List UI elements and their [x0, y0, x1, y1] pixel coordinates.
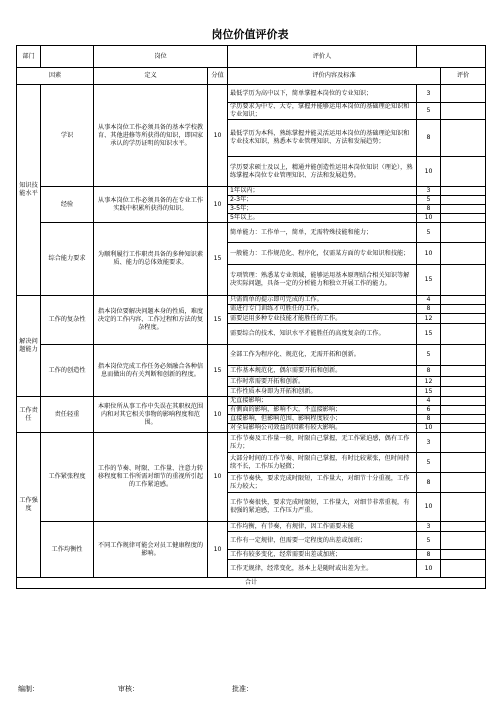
rating-input[interactable] — [441, 453, 486, 473]
level-score: 5 — [417, 103, 441, 120]
level-score: 10 — [417, 243, 441, 265]
standard-item: 工作有一定规律，但需要一定程度的出差或加班； — [228, 532, 417, 550]
level-score: 5 — [417, 532, 441, 550]
rating-input[interactable] — [441, 205, 486, 214]
definition-complexity: 指本岗位要解决问题本身的性质，难度决定的工作内容、工作过程和方法的复杂程度。 — [94, 296, 208, 345]
score-education: 10 — [208, 85, 228, 187]
level-score: 3 — [417, 85, 441, 103]
standard-item: 简单能力：工作单一，简单，无需特殊技能和能力； — [228, 223, 417, 243]
level-score: 5 — [417, 196, 441, 205]
standard-item: 工作性质本身即为开拓和创新。 — [228, 387, 417, 397]
score-complexity: 15 — [208, 296, 228, 345]
standard-item: 只需简单的提示即可完成的工作。 — [228, 296, 417, 305]
level-score: 12 — [417, 314, 441, 324]
level-score: 10 — [417, 560, 441, 578]
rating-input[interactable] — [441, 324, 486, 345]
standard-item: 全部工作为程序化、规范化，无需开拓和创新。 — [228, 345, 417, 366]
factor-complexity: 工作的复杂性 — [41, 296, 94, 345]
level-score: 10 — [417, 157, 441, 187]
level-score: 5 — [417, 223, 441, 243]
total-label: 合计 — [17, 578, 486, 589]
col-rating: 评价 — [441, 68, 486, 85]
rating-input[interactable] — [441, 560, 486, 578]
standard-item: 一般能力：工作规范化、程序化，仅需某方面的专业知识和技能； — [228, 243, 417, 265]
score-experience: 10 — [208, 187, 228, 223]
col-definition: 定义 — [94, 68, 208, 85]
standard-item: 大部分时间的工作节奏、时限自己掌握，有时比较紧张，但时间持续不长，工作压力轻微； — [228, 453, 417, 473]
rating-input[interactable] — [441, 532, 486, 550]
rating-input[interactable] — [441, 433, 486, 453]
standard-item: 对全局影响公司效益的因素有较大影响。 — [228, 424, 417, 433]
standard-item: 专项管理：熟悉某专业领域，能够运用基本原理结合相关知识等解决实际问题，具备一定的分析能力和独立开展工作的能力。 — [228, 265, 417, 296]
level-score: 12 — [417, 377, 441, 387]
group-knowledge: 知识技能水平 — [17, 85, 41, 296]
rating-input[interactable] — [441, 223, 486, 243]
score-creativity: 15 — [208, 345, 228, 397]
standard-item: 有侧面的影响，影响不大，不直接影响； — [228, 406, 417, 415]
standard-item: 工作节奏及工作量一般，时限自己掌握，无工作紧迫感，偶有工作压力； — [228, 433, 417, 453]
factor-duty: 责任轻重 — [41, 397, 94, 433]
level-score: 5 — [417, 345, 441, 366]
standard-item: 学历要求为中专、大专，掌握并能够运用本岗位的基础理论知识和专业知识； — [228, 103, 417, 120]
standard-item: 学历要求硕士及以上，精通并能创造性运用本岗位知识（理论），熟练掌握本岗位专业管理知识、方法和发展趋势。 — [228, 157, 417, 187]
factor-ability: 综合能力要求 — [41, 223, 94, 296]
rating-input[interactable] — [441, 296, 486, 305]
footer-reviewer: 审核： — [118, 685, 139, 693]
standard-item: 工作有较多变化，经常需要出差或加班； — [228, 550, 417, 560]
level-score: 8 — [417, 550, 441, 560]
rating-input[interactable] — [441, 314, 486, 324]
standard-item: 最低学历为本科，熟练掌握并能灵活运用本岗位的基础理论知识和专业技术知识，熟悉本专业管理知识、方法和发展趋势； — [228, 120, 417, 157]
level-score: 8 — [417, 120, 441, 157]
group-intensity: 工作强度 — [17, 433, 41, 578]
level-score: 8 — [417, 366, 441, 377]
standard-item: 需要综合的技术、知识水平才能胜任的高度复杂的工作。 — [228, 324, 417, 345]
rating-input[interactable] — [441, 120, 486, 157]
group-problem: 解决问题能力 — [17, 296, 41, 397]
rating-input[interactable] — [441, 305, 486, 314]
level-score: 15 — [417, 265, 441, 296]
standard-item: 最低学历为高中以下，简单掌握本岗位的专业知识； — [228, 85, 417, 103]
group-responsibility: 工作责任 — [17, 397, 41, 433]
page-title: 岗位价值评价表 — [211, 28, 289, 41]
definition-experience: 从事本岗位工作必须具备的在专业工作实践中积累所获得的知识。 — [94, 187, 208, 223]
definition-creativity: 指本岗位完成工作任务必须融合各种信息而做出的有关判断和创新的程度。 — [94, 345, 208, 397]
rating-input[interactable] — [441, 196, 486, 205]
rating-input[interactable] — [441, 85, 486, 103]
rating-input[interactable] — [441, 424, 486, 433]
footer-approver: 批准： — [232, 685, 253, 693]
footer-compiler: 编制： — [18, 685, 39, 693]
score-balance: 10 — [208, 522, 228, 578]
col-score: 分值 — [208, 68, 228, 85]
standard-item: 工作均衡，有节奏，有规律，因工作需要未能 — [228, 522, 417, 532]
standard-item: 5年以上。 — [228, 214, 417, 223]
rating-input[interactable] — [441, 493, 486, 522]
level-score: 10 — [417, 214, 441, 223]
evaluator-input[interactable] — [417, 46, 486, 68]
standard-item: 工作节奏很快，要求完成时限短，工作量大，对细节非常重视，有很强的紧迫感，工作压力严重。 — [228, 493, 417, 522]
factor-education: 学识 — [41, 85, 94, 187]
definition-duty: 本职位所从事工作中失误在其职权范围内和对其它相关事物的影响程度和范围。 — [94, 397, 208, 433]
level-score: 8 — [417, 473, 441, 493]
col-standard: 评价内容及标准 — [228, 68, 441, 85]
dept-input[interactable] — [41, 46, 94, 68]
level-score: 8 — [417, 305, 441, 314]
rating-input[interactable] — [441, 522, 486, 532]
level-score: 4 — [417, 296, 441, 305]
standard-item: 无直接影响； — [228, 397, 417, 406]
rating-input[interactable] — [441, 214, 486, 223]
standard-item: 直接影响，但影响范围、影响程度较小； — [228, 415, 417, 424]
rating-input[interactable] — [441, 187, 486, 196]
standard-item: 工作基本规范化，偶尔需要开拓和创新。 — [228, 366, 417, 377]
standard-item: 工作无规律，经常变化，基本上是随时或出差为主。 — [228, 560, 417, 578]
definition-ability: 为顺利履行工作职责具备的多种知识素质、能力的总体效能要求。 — [94, 223, 208, 296]
definition-balance: 不同工作规律可能会对员工健康程度的影响。 — [94, 522, 208, 578]
level-score: 6 — [417, 406, 441, 415]
level-score: 10 — [417, 493, 441, 522]
post-label: 岗位 — [94, 46, 228, 68]
standard-item: 1年以内； — [228, 187, 417, 196]
rating-input[interactable] — [441, 265, 486, 296]
level-score: 15 — [417, 324, 441, 345]
rating-input[interactable] — [441, 473, 486, 493]
standard-item: 3-5年； — [228, 205, 417, 214]
standard-item: 需要运用多种专业技能才能胜任的工作。 — [228, 314, 417, 324]
level-score: 5 — [417, 453, 441, 473]
level-score: 3 — [417, 433, 441, 453]
evaluation-table — [16, 45, 486, 589]
rating-input[interactable] — [441, 243, 486, 265]
rating-input[interactable] — [441, 157, 486, 187]
rating-input[interactable] — [441, 415, 486, 424]
definition-tension: 工作的节奏、时限、工作量、注意力转移程度和工作所需对细节的重视所引起的工作紧迫感。 — [94, 433, 208, 522]
factor-balance: 工作均衡性 — [41, 522, 94, 578]
dept-label: 部门 — [17, 46, 41, 68]
level-score: 8 — [417, 205, 441, 214]
score-tension: 10 — [208, 433, 228, 522]
level-score: 3 — [417, 187, 441, 196]
rating-input[interactable] — [441, 397, 486, 406]
rating-input[interactable] — [441, 387, 486, 397]
level-score: 8 — [417, 415, 441, 424]
rating-input[interactable] — [441, 550, 486, 560]
standard-item: 2-3年； — [228, 196, 417, 205]
standard-item: 工作节奏快，要求完成时限短，工作量大，对细节十分重视，工作压力较大； — [228, 473, 417, 493]
rating-input[interactable] — [441, 345, 486, 366]
factor-tension: 工作紧张程度 — [41, 433, 94, 522]
evaluator-label: 评价人 — [228, 46, 417, 68]
score-duty: 10 — [208, 397, 228, 433]
level-score: 4 — [417, 397, 441, 406]
standard-item: 工作时常需要开拓和创新。 — [228, 377, 417, 387]
rating-input[interactable] — [441, 406, 486, 415]
level-score: 15 — [417, 387, 441, 397]
level-score: 3 — [417, 522, 441, 532]
rating-input[interactable] — [441, 377, 486, 387]
factor-creativity: 工作的创造性 — [41, 345, 94, 397]
definition-education: 从事本岗位工作必须具备的基本学校教育、其他进修等所获得的知识，即国家承认的学历证明的知识水平。 — [94, 85, 208, 187]
col-factor: 因素 — [17, 68, 94, 85]
score-ability: 15 — [208, 223, 228, 296]
rating-input[interactable] — [441, 103, 486, 120]
level-score: 10 — [417, 424, 441, 433]
rating-input[interactable] — [441, 366, 486, 377]
factor-experience: 经验 — [41, 187, 94, 223]
standard-item: 需进行专门训练才可胜任的工作。 — [228, 305, 417, 314]
